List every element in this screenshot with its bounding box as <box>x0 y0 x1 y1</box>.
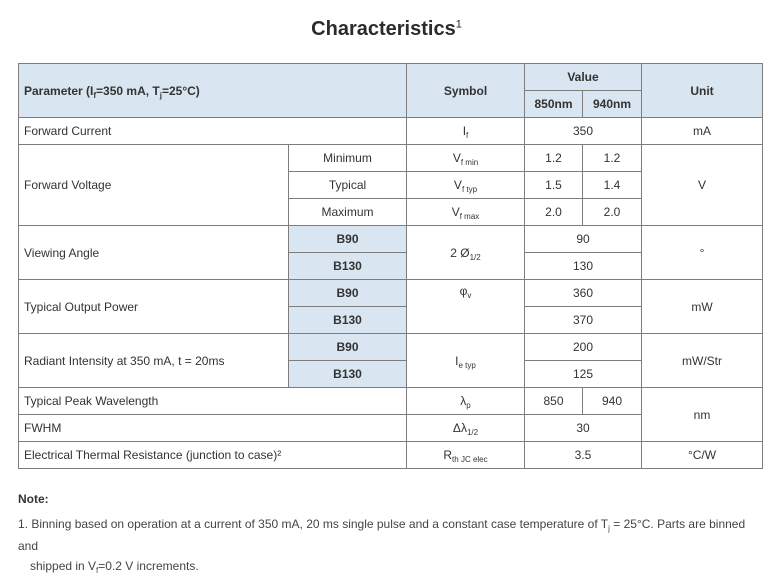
row-label: Electrical Thermal Resistance (junction to case)² <box>19 442 407 469</box>
row-symbol: $I_{e typ}$ <box>407 334 525 388</box>
row-sublabel: Typical <box>289 172 407 199</box>
value-940: 1.4 <box>583 172 642 199</box>
characteristics-table <box>18 63 763 469</box>
row-value: 370 <box>525 307 642 334</box>
row-label: Forward Current <box>19 118 407 145</box>
header-940nm: 940nm <box>583 91 642 118</box>
row-value: 360 <box>525 280 642 307</box>
row-symbol: $\lambda_p$ <box>407 388 525 415</box>
table-row <box>19 118 763 145</box>
row-sublabel: Maximum <box>289 199 407 226</box>
row-symbol: $\Delta\lambda_{1/2}$ <box>407 415 525 442</box>
row-value: 90 <box>525 226 642 253</box>
row-unit: ° <box>642 226 763 280</box>
bin-b130: B130 <box>289 307 407 334</box>
row-label: Typical Peak Wavelength <box>19 388 407 415</box>
row-label: Viewing Angle <box>19 226 289 280</box>
header-value: Value <box>525 64 642 91</box>
header-parameter: Parameter ($I_f=350$ mA, $T_j=25^\circ C$) <box>19 64 407 118</box>
row-sublabel: Minimum <box>289 145 407 172</box>
value-850: 1.2 <box>525 145 583 172</box>
note-line-2: shipped in $V_f=0.2$ V increments. <box>30 559 199 575</box>
row-label: Radiant Intensity at 350 mA, t = 20ms <box>19 334 289 388</box>
table-row <box>19 388 763 415</box>
row-symbol: $V_{f min}$ <box>407 145 525 172</box>
row-unit: mW <box>642 280 763 334</box>
row-symbol: 2 $Ø_{1/2}$ <box>407 226 525 280</box>
note-title: Note: <box>18 492 49 506</box>
row-label: Forward Voltage <box>19 145 289 226</box>
value-850: 1.5 <box>525 172 583 199</box>
bin-b90: B90 <box>289 280 407 307</box>
row-value: 130 <box>525 253 642 280</box>
table-row <box>19 280 763 307</box>
table-row <box>19 226 763 253</box>
bin-b90: B90 <box>289 334 407 361</box>
bin-b130: B130 <box>289 253 407 280</box>
value-940: 1.2 <box>583 145 642 172</box>
value-850: 2.0 <box>525 199 583 226</box>
row-unit: mA <box>642 118 763 145</box>
row-unit: mW/Str <box>642 334 763 388</box>
row-symbol: $V_{f max}$ <box>407 199 525 226</box>
bin-b90: B90 <box>289 226 407 253</box>
row-label: FWHM <box>19 415 407 442</box>
table-row <box>19 334 763 361</box>
value-850: 850 <box>525 388 583 415</box>
row-unit: nm <box>642 388 763 442</box>
row-unit: V <box>642 145 763 226</box>
table-row <box>19 145 763 172</box>
row-value: 30 <box>525 415 642 442</box>
row-value: 350 <box>525 118 642 145</box>
value-940: 2.0 <box>583 199 642 226</box>
row-value: 3.5 <box>525 442 642 469</box>
note-line-1: 1. Binning based on operation at a current of 350 mA, 20 ms single pulse and a constant case temperature of $T_j = 25^\circ C$. Parts are binned and <box>18 517 746 553</box>
title-footnote-marker: 1 <box>455 18 462 31</box>
row-label: Typical Output Power <box>19 280 289 334</box>
row-symbol: $I_f$ <box>407 118 525 145</box>
row-symbol: $R_{th JC elec}$ <box>407 442 525 469</box>
row-value: 125 <box>525 361 642 388</box>
bin-b130: B130 <box>289 361 407 388</box>
header-850nm: 850nm <box>525 91 583 118</box>
note-body <box>18 514 753 578</box>
header-symbol: Symbol <box>407 64 525 118</box>
table-row <box>19 442 763 469</box>
row-symbol: $V_{f typ}$ <box>407 172 525 199</box>
header-unit: Unit <box>642 64 763 118</box>
row-symbol: $\varphi_v$ <box>407 280 525 334</box>
row-value: 200 <box>525 334 642 361</box>
page-title: Characteristics$^1$ <box>311 18 462 40</box>
row-unit: °C/W <box>642 442 763 469</box>
value-940: 940 <box>583 388 642 415</box>
